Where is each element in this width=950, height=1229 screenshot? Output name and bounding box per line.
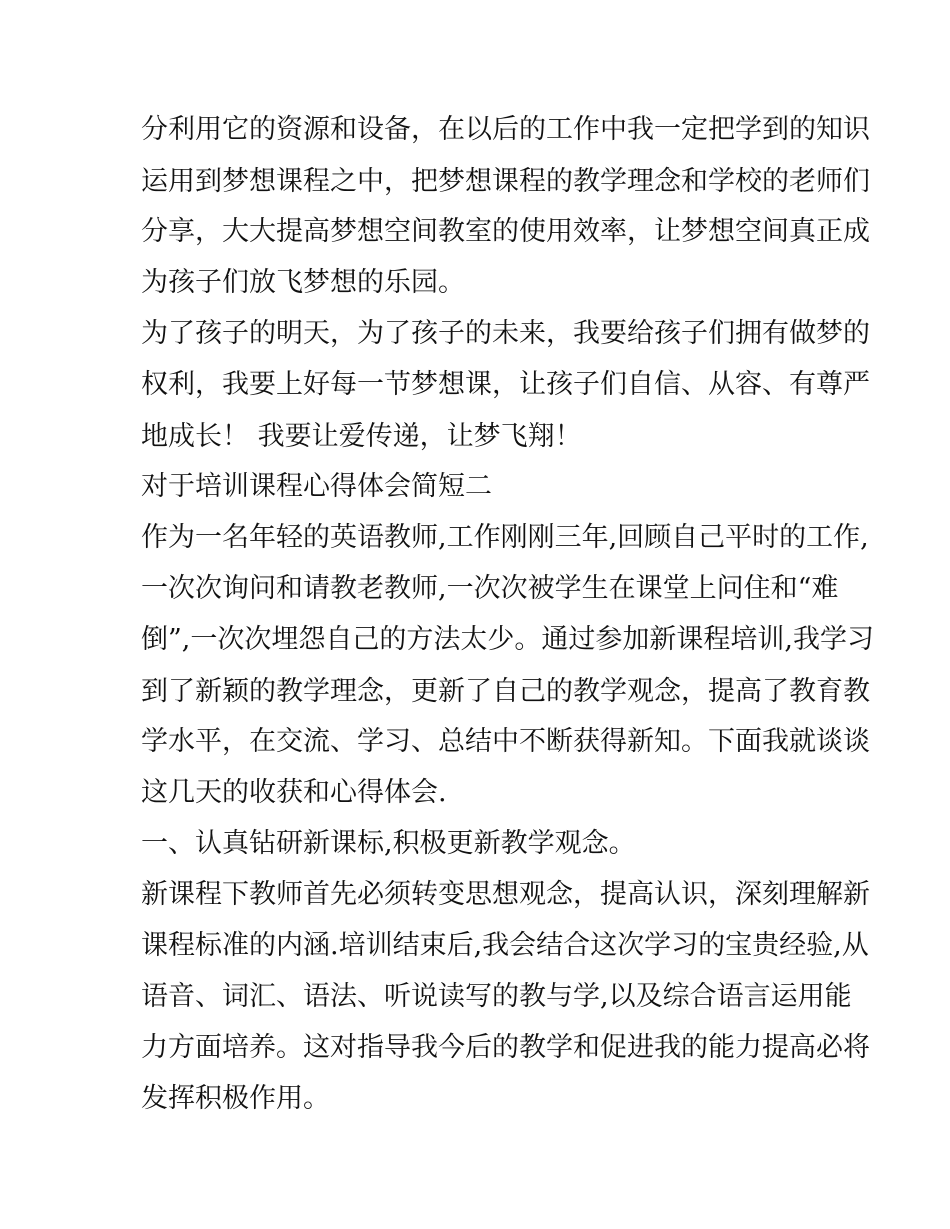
- text-line: 权利，我要上好每一节梦想课，让孩子们自信、从容、有尊严: [141, 369, 870, 400]
- text-line: 力方面培养。这对指导我今后的教学和促进我的能力提高必将: [141, 1032, 870, 1063]
- text-line: 这几天的收获和心得体会.: [141, 777, 447, 808]
- text-line: 一次次询问和请教老教师,一次次被学生在课堂上问住和“难: [141, 573, 839, 604]
- text-line: 为孩子们放飞梦想的乐园。: [141, 267, 465, 298]
- text-line: 发挥积极作用。: [141, 1083, 330, 1114]
- text-line: 分利用它的资源和设备，在以后的工作中我一定把学到的知识: [141, 114, 870, 145]
- text-line: 新课程下教师首先必须转变思想观念，提高认识，深刻理解新: [141, 879, 870, 910]
- text-line: 地成长！ 我要让爱传递，让梦飞翔！: [141, 421, 582, 452]
- text-line: 语音、词汇、语法、听说读写的教与学,以及综合语言运用能: [141, 981, 852, 1012]
- text-line: 作为一名年轻的英语教师,工作刚刚三年,回顾自己平时的工作,: [141, 522, 869, 553]
- text-line: 分享，大大提高梦想空间教室的使用效率，让梦想空间真正成: [141, 216, 870, 247]
- text-line: 运用到梦想课程之中，把梦想课程的教学理念和学校的老师们: [141, 166, 870, 197]
- text-line: 到了新颖的教学理念，更新了自己的教学观念，提高了教育教: [141, 676, 870, 707]
- text-line: 学水平，在交流、学习、总结中不断获得新知。下面我就谈谈: [141, 726, 870, 757]
- section-heading: 对于培训课程心得体会简短二: [141, 471, 492, 502]
- text-line: 课程标准的内涵.培训结束后,我会结合这次学习的宝贵经验,从: [141, 930, 869, 961]
- text-line: 倒”,一次次埋怨自己的方法太少。通过参加新课程培训,我学习: [141, 624, 874, 655]
- subheading: 一、认真钻研新课标,积极更新教学观念。: [141, 828, 636, 859]
- text-line: 为了孩子的明天，为了孩子的未来，我要给孩子们拥有做梦的: [141, 318, 870, 349]
